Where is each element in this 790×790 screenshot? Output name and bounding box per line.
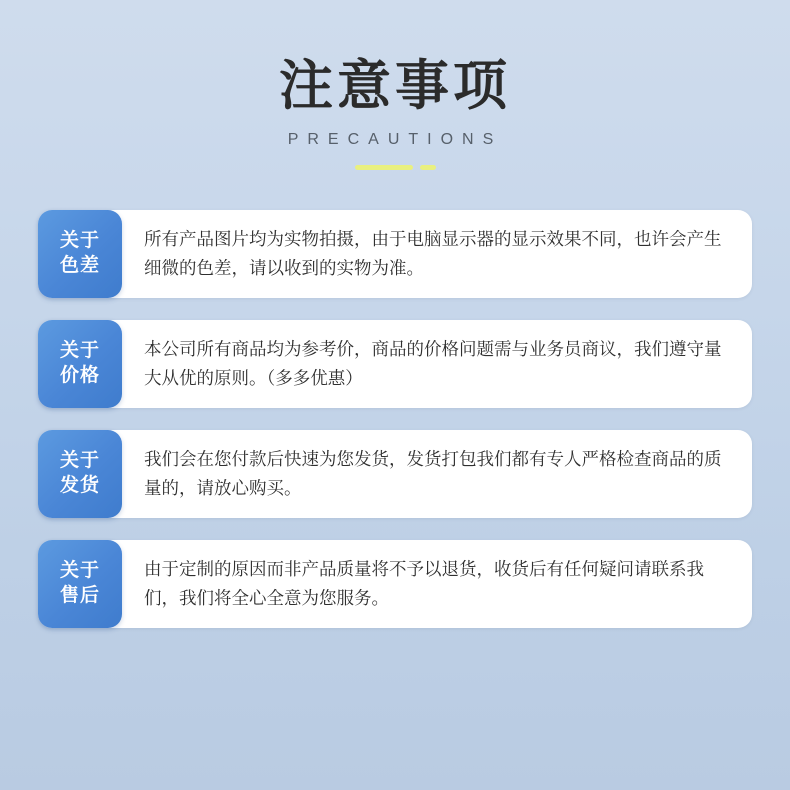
card-tag-line2: 色差 — [59, 254, 100, 276]
card-body — [122, 540, 752, 628]
card-body — [122, 320, 752, 408]
card-tag-line2: 价格 — [59, 364, 100, 386]
title-divider — [0, 165, 790, 170]
card-tag-line1: 关于 — [59, 230, 100, 252]
divider-dash-long — [355, 165, 413, 170]
page-title: 注意事项 — [279, 56, 511, 116]
card-tag-line1: 关于 — [59, 450, 100, 472]
card-tag-line2: 发货 — [59, 474, 100, 496]
card-tag-line1: 关于 — [59, 560, 100, 582]
precaution-card — [38, 540, 752, 628]
card-text: 由于定制的原因而非产品质量将不予以退货，收货后有任何疑问请联系我们，我们将全心全意为您服务。 — [144, 559, 704, 608]
card-tag-after-sales — [38, 540, 122, 628]
card-tag-color-difference — [38, 210, 122, 298]
card-text: 本公司所有商品均为参考价，商品的价格问题需与业务员商议，我们遵守量大从优的原则。（多多优惠） — [144, 339, 722, 388]
card-tag-line2: 售后 — [59, 584, 100, 606]
page-header — [0, 0, 790, 170]
precaution-card — [38, 320, 752, 408]
card-body — [122, 430, 752, 518]
card-tag-shipping — [38, 430, 122, 518]
card-body — [122, 210, 752, 298]
divider-dash-short — [420, 165, 436, 170]
card-text: 所有产品图片均为实物拍摄，由于电脑显示器的显示效果不同，也许会产生细微的色差，请以收到的实物为准。 — [144, 229, 722, 278]
card-tag-price — [38, 320, 122, 408]
card-tag-line1: 关于 — [59, 340, 100, 362]
precaution-card — [38, 430, 752, 518]
page-subtitle: PRECAUTIONS — [287, 130, 503, 148]
precaution-card-list — [0, 210, 790, 628]
precaution-card — [38, 210, 752, 298]
card-text: 我们会在您付款后快速为您发货，发货打包我们都有专人严格检查商品的质量的，请放心购买。 — [144, 449, 722, 498]
